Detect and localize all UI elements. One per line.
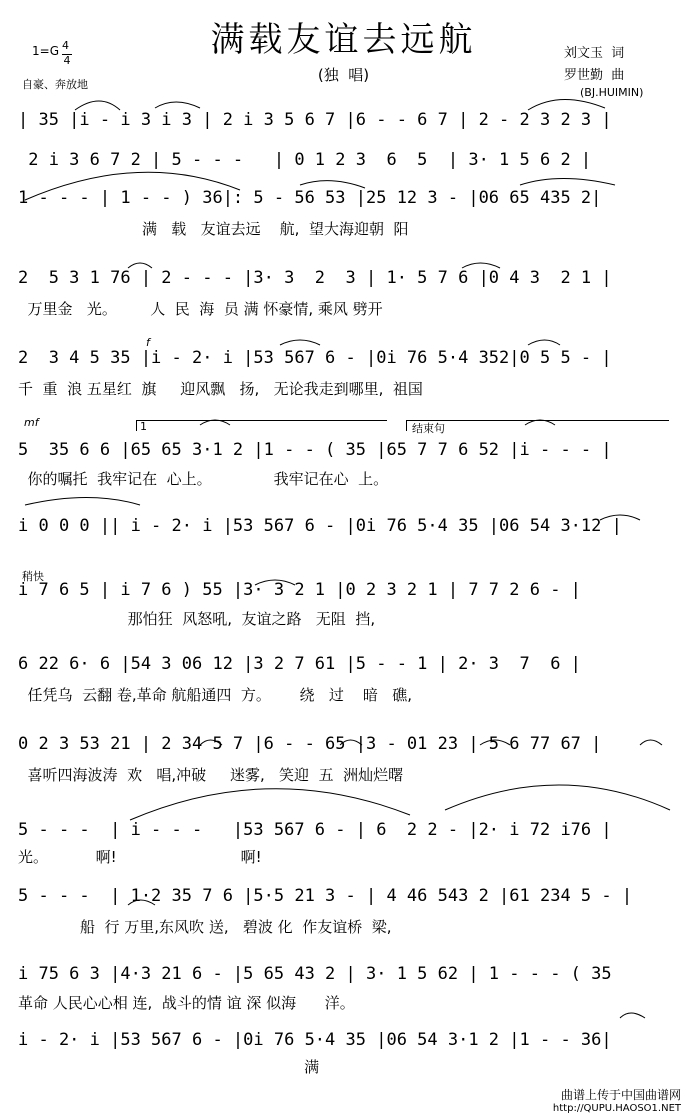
composer-credit: 罗世勤 曲 [564, 68, 625, 83]
tempo-change-marking: 稍快 [22, 570, 44, 583]
song-title: 满载友谊去远航 [210, 20, 477, 60]
lyrics-row-8: 那怕狂 风怒吼, 友谊之路 无阻 挡, [18, 610, 376, 628]
lyrics-row-13: 革命 人民心心相 连, 战斗的情 谊 深 似海 洋。 [18, 994, 355, 1012]
notation-row-9: 6 22 6· 6 |54 3 06 12 |3 2 7 61 |5 - - 1 | 2· 3 7 6 | [18, 654, 581, 674]
notation-row-14: i - 2· i |53 567 6 - |0i 76 5·4 35 |06 54 3·1 2 |1 - - 36| [18, 1030, 612, 1050]
lyrics-row-9: 任凭乌 云翻 卷,革命 航船通四 方。 绕 过 暗 礁, [18, 686, 412, 704]
notation-row-3: 1 - - - | 1 - - ) 36|: 5 - 56 53 |25 12 3 - |06 65 435 2| [18, 188, 602, 208]
ending-label: 结束句 [412, 422, 445, 435]
notation-row-7: i 0 0 0 || i - 2· i |53 567 6 - |0i 76 5·4 35 |06 54 3·12 | [18, 516, 622, 536]
time-signature-top: 4 [62, 39, 69, 52]
notation-row-12: 5 - - - | 1·2 35 7 6 |5·5 21 3 - | 4 46 543 2 |61 234 5 - | [18, 886, 633, 906]
notation-row-11: 5 - - - | i - - - |53 567 6 - | 6 2 2 - |2· i 72 i76 | [18, 820, 612, 840]
song-subtitle: (独 唱) [317, 66, 370, 84]
lyricist-credit: 刘文玉 词 [564, 46, 625, 61]
tempo-marking: 自豪、奔放地 [22, 78, 88, 91]
notation-row-8: i 7 6 5 | i 7 6 ) 55 |3· 3 2 1 |0 2 3 2 1 | 7 7 2 6 - | [18, 580, 581, 600]
lyrics-row-4: 万里金 光。 人 民 海 员 满 怀豪情, 乘风 劈开 [18, 300, 383, 318]
lyrics-row-5: 千 重 浪 五星红 旗 迎风飘 扬, 无论我走到哪里, 祖国 [18, 380, 423, 398]
lyrics-row-12: 船 行 万里,东风吹 送, 碧波 化 作友谊桥 梁, [18, 918, 392, 936]
ending-bracket [406, 420, 669, 431]
notation-row-1: | 35 |i - i 3 i 3 | 2 i 3 5 6 7 |6 - - 6 7 | 2 - 2 3 2 3 | [18, 110, 612, 130]
notation-row-4: 2 5 3 1 76 | 2 - - - |3· 3 2 3 | 1· 5 7 6 |0 4 3 2 1 | [18, 268, 612, 288]
dynamic-mezzo-forte: mf [24, 416, 39, 429]
key-signature: 1=G [32, 44, 59, 58]
lyrics-row-10: 喜听四海波涛 欢 唱,冲破 迷雾, 笑迎 五 洲灿烂曙 [18, 766, 404, 784]
notation-row-2: 2 i 3 6 7 2 | 5 - - - | 0 1 2 3 6 5 | 3· 1 5 6 2 | [18, 150, 592, 170]
arranger-credit: (BJ.HUIMIN) [580, 86, 644, 99]
notation-row-6: 5 35 6 6 |65 65 3·1 2 |1 - - ( 35 |65 7 7 6 52 |i - - - | [18, 440, 612, 460]
lyrics-row-3: 满 载 友谊去远 航, 望大海迎朝 阳 [18, 220, 409, 238]
dynamic-forte: f [146, 336, 150, 349]
notation-row-13: i 75 6 3 |4·3 21 6 - |5 65 43 2 | 3· 1 5 62 | 1 - - - ( 35 [18, 964, 612, 984]
footer-site-url: http://QUPU.HAOSO1.NET [552, 1103, 681, 1114]
notation-row-5: 2 3 4 5 35 |i - 2· i |53 567 6 - |0i 76 5·4 352|0 5 5 - | [18, 348, 612, 368]
lyrics-row-6: 你的嘱托 我牢记在 心上。 我牢记在心 上。 [18, 470, 389, 488]
time-signature-bottom: 4 [63, 54, 71, 67]
lyrics-row-11: 光。 啊! 啊! [18, 848, 262, 866]
footer-site-name: 曲谱上传于中国曲谱网 [560, 1088, 681, 1102]
notation-row-10: 0 2 3 53 21 | 2 34 5 7 |6 - - 65 |3 - 01 23 | 5 6 77 67 | [18, 734, 602, 754]
lyrics-row-14: 满 [18, 1058, 320, 1076]
first-ending-bracket [136, 420, 387, 431]
first-ending-number: 1 [140, 420, 147, 433]
